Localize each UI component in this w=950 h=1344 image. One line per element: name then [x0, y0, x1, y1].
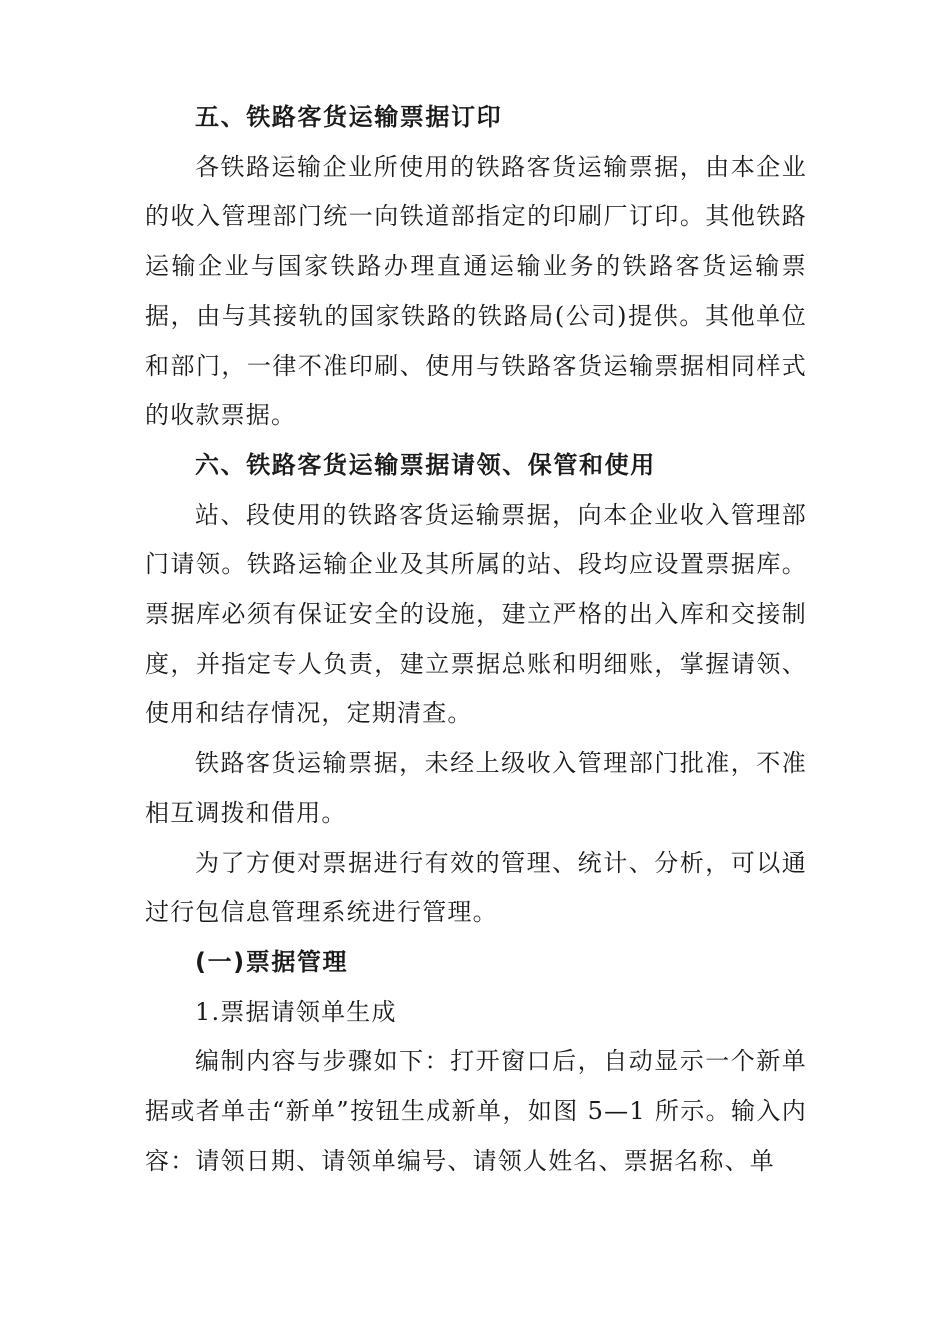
section-6-heading: 六、铁路客货运输票据请领、保管和使用	[195, 450, 656, 479]
subsection-1-heading: (一)票据管理	[195, 947, 349, 976]
section-6-paragraph-1: 站、段使用的铁路客货运输票据，向本企业收入管理部门请领。铁路运输企业及其所属的站、段均应设置票据库。票据库必须有保证安全的设施，建立严格的出入库和交接制度，并指定专人负责，建立票据总账和明细账，掌握请领、使用和结存情况，定期清查。	[145, 500, 807, 728]
item-1-title: 1.票据请领单生成	[195, 997, 397, 1026]
document-body	[145, 93, 807, 1186]
section-6-paragraph-2: 铁路客货运输票据，未经上级收入管理部门批准，不准相互调拨和借用。	[145, 749, 807, 827]
item-1-paragraph-1: 编制内容与步骤如下：打开窗口后，自动显示一个新单据或者单击“新单”按钮生成新单，如图 5—1 所示。输入内容：请领日期、请领单编号、请领人姓名、票据名称、单	[145, 1047, 807, 1175]
section-5-heading: 五、铁路客货运输票据订印	[195, 103, 503, 131]
section-6-paragraph-3: 为了方便对票据进行有效的管理、统计、分析，可以通过行包信息管理系统进行管理。	[145, 848, 807, 927]
section-5-paragraph-1: 各铁路运输企业所使用的铁路客货运输票据，由本企业的收入管理部门统一向铁道部指定的印刷厂订印。其他铁路运输企业与国家铁路办理直通运输业务的铁路客货运输票据，由与其接轨的国家铁路的铁路局(公司)提供。其他单位和部门，一律不准印刷、使用与铁路客货运输票据相同样式的收款票据。	[145, 152, 807, 430]
